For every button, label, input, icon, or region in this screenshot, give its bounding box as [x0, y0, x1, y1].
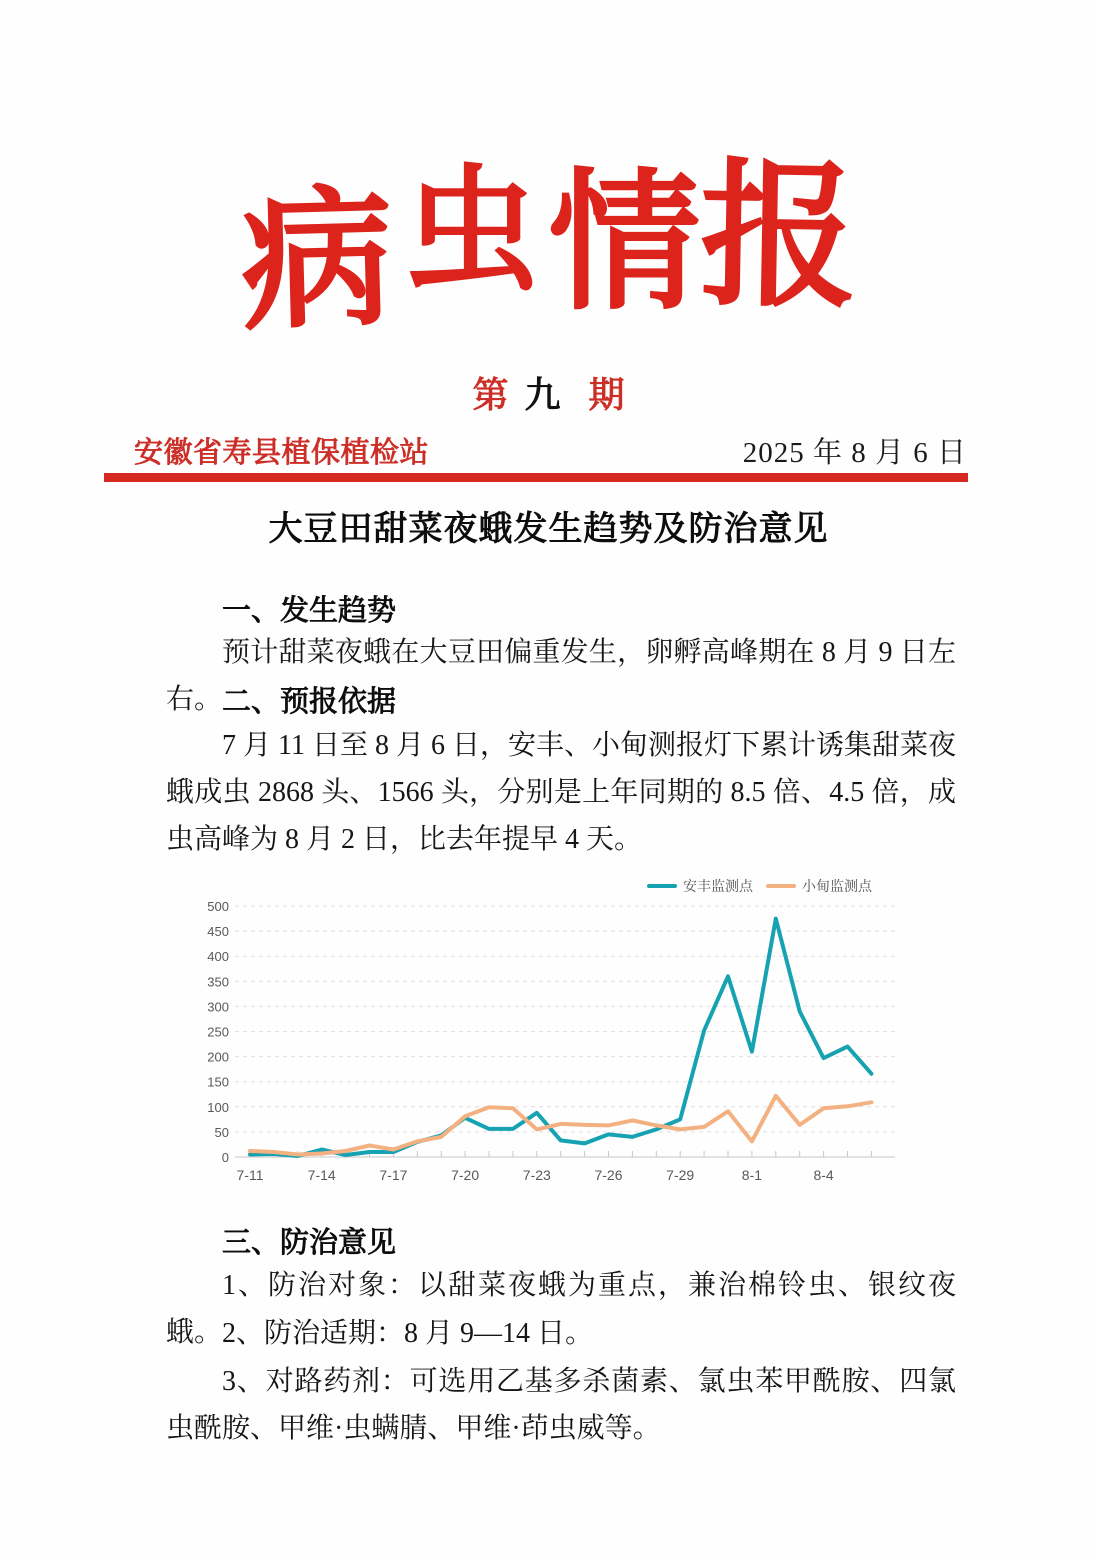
control-item-timing: 2、防治适期：8 月 9—14 日。 [222, 1318, 594, 1349]
issue-date: 2025 年 8 月 6 日 [742, 437, 967, 469]
issue-prefix: 第 [472, 375, 509, 415]
issuing-agency: 安徽省寿县植保植检站 [134, 437, 430, 469]
trap-catch-line-chart [195, 860, 915, 1200]
header-row [134, 430, 967, 471]
svg-text:300: 300 [207, 999, 229, 1015]
chart-legend [647, 876, 872, 896]
legend-line-swatch-orange [766, 884, 796, 888]
svg-text:8-4: 8-4 [813, 1167, 834, 1183]
svg-text:0: 0 [221, 1150, 229, 1165]
section-heading-control-opinions: 三、防治意见 [222, 1227, 397, 1259]
svg-text:200: 200 [207, 1049, 229, 1065]
red-divider-rule [104, 473, 968, 482]
svg-text:7-20: 7-20 [451, 1167, 480, 1183]
svg-text:350: 350 [207, 974, 229, 990]
masthead-char: 病 [238, 168, 397, 351]
svg-text:7-26: 7-26 [594, 1167, 623, 1183]
svg-text:500: 500 [207, 899, 229, 914]
section-heading-occurrence-trend: 一、发生趋势 [222, 595, 397, 627]
svg-text:50: 50 [214, 1124, 229, 1140]
issue-suffix: 期 [588, 375, 625, 415]
legend-line-swatch-teal [647, 884, 677, 888]
svg-text:8-1: 8-1 [741, 1167, 763, 1183]
document-title: 大豆田甜菜夜蛾发生趋势及防治意见 [268, 510, 829, 548]
svg-text:7-23: 7-23 [522, 1167, 551, 1183]
masthead-char: 虫 [402, 149, 541, 311]
legend-item-anfeng [647, 876, 753, 896]
svg-text:7-14: 7-14 [307, 1167, 336, 1183]
masthead-title [0, 141, 1097, 351]
control-item-pesticides: 3、对路药剂：可选用乙基多杀菌素、氯虫苯甲酰胺、四氯虫酰胺、甲维·虫螨腈、甲维·茚虫威等。 [166, 1366, 956, 1444]
legend-label-xiaodian: 小甸监测点 [802, 878, 872, 894]
paragraph-occurrence-trend: 预计甜菜夜蛾在大豆田偏重发生，卵孵高峰期在 8 月 9 日左右。 [166, 637, 956, 715]
masthead-char: 情 [548, 152, 703, 331]
svg-text:150: 150 [207, 1074, 229, 1090]
section-heading-forecast-basis: 二、预报依据 [222, 686, 397, 718]
svg-text:7-11: 7-11 [236, 1167, 264, 1183]
issue-number: 九 [524, 375, 561, 415]
svg-text:400: 400 [207, 949, 229, 965]
issue-number-line [0, 372, 1097, 418]
svg-text:7-17: 7-17 [379, 1167, 408, 1183]
svg-text:250: 250 [207, 1024, 229, 1040]
legend-label-anfeng: 安丰监测点 [683, 878, 753, 894]
svg-text:100: 100 [207, 1099, 229, 1115]
control-item-targets: 1、防治对象：以甜菜夜蛾为重点，兼治棉铃虫、银纹夜蛾。 [166, 1270, 956, 1348]
legend-item-xiaodian [766, 876, 872, 896]
paragraph-forecast-basis: 7 月 11 日至 8 月 6 日，安丰、小甸测报灯下累计诱集甜菜夜蛾成虫 2868 头、1566 头，分别是上年同期的 8.5 倍、4.5 倍，成虫高峰为 8 月 2 日，比去年提早 4 天。 [166, 730, 956, 855]
chart-plot-area [195, 860, 915, 1200]
svg-text:450: 450 [207, 924, 229, 940]
svg-text:7-29: 7-29 [666, 1167, 695, 1183]
masthead-char: 报 [697, 141, 862, 330]
